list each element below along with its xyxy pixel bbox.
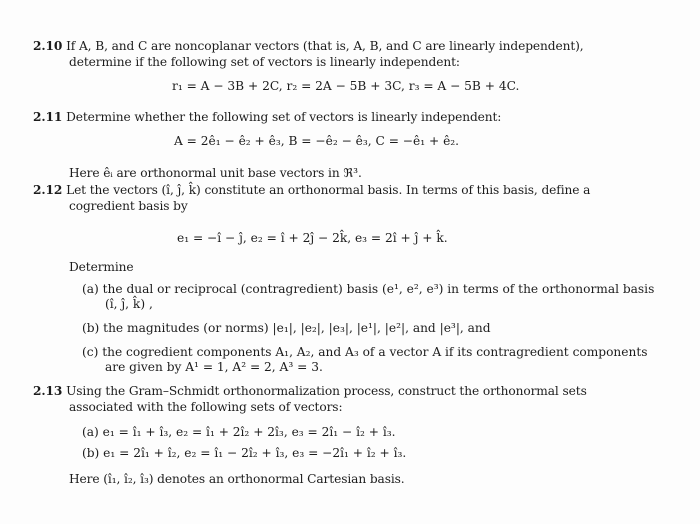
problem-2-11-number: 2.11 xyxy=(33,110,63,124)
problem-2-11-note: Here êᵢ are orthonormal unit base vectors in ℜ³. xyxy=(69,166,362,180)
problem-2-13-text-2: associated with the following sets of vectors: xyxy=(69,400,343,414)
problem-2-12-text-1: Let the vectors (î, ĵ, k̂) constitute an orthonormal basis. In terms of this basis, define a xyxy=(66,183,591,197)
problem-2-13-note: Here (î₁, î₂, î₃) denotes an orthonormal Cartesian basis. xyxy=(69,472,405,486)
problem-2-11-line-1 xyxy=(33,110,501,125)
problem-2-10-line-1 xyxy=(33,39,584,54)
problem-2-10-text-1: If A, B, and C are noncoplanar vectors (that is, A, B, and C are linearly independent), xyxy=(66,39,584,53)
problem-2-13-line-1 xyxy=(33,384,587,399)
problem-2-13-part-a: (a) e₁ = î₁ + î₃, e₂ = î₁ + 2î₂ + 2î₃, e₃ = 2î₁ − î₂ + î₃. xyxy=(82,425,396,439)
problem-2-11-text-1: Determine whether the following set of vectors is linearly independent: xyxy=(66,110,502,124)
problem-2-10-number: 2.10 xyxy=(33,39,63,53)
problem-2-13-part-b: (b) e₁ = 2î₁ + î₂, e₂ = î₁ − 2î₂ + î₃, e₃ = −2î₁ + î₂ + î₃. xyxy=(82,446,407,460)
problem-2-10-text-2: determine if the following set of vectors is linearly independent: xyxy=(69,55,460,69)
problem-2-12-part-a-line-1: (a) the dual or reciprocal (contragredient) basis (e¹, e², e³) in terms of the orthonormal basis xyxy=(82,282,655,296)
problem-2-12-part-a-line-2: (î, ĵ, k̂) , xyxy=(105,297,153,311)
problem-2-13-number: 2.13 xyxy=(33,384,63,398)
problem-2-12-part-c-line-2: are given by A¹ = 1, A² = 2, A³ = 3. xyxy=(105,360,323,374)
problem-2-12-part-b: (b) the magnitudes (or norms) |e₁|, |e₂|, |e₃|, |e¹|, |e²|, and |e³|, and xyxy=(82,321,491,335)
problem-2-12-equation: e₁ = −î − ĵ, e₂ = î + 2ĵ − 2k̂, e₃ = 2î + ĵ + k̂. xyxy=(177,231,448,245)
problem-2-10-equation: r₁ = A − 3B + 2C, r₂ = 2A − 5B + 3C, r₃ = A − 5B + 4C. xyxy=(172,79,520,93)
problem-2-12-text-2: cogredient basis by xyxy=(69,199,188,213)
problem-2-12-number: 2.12 xyxy=(33,183,63,197)
problem-2-12-determine: Determine xyxy=(69,260,134,274)
problem-2-12-part-c-line-1: (c) the cogredient components A₁, A₂, and A₃ of a vector A if its contragredient components xyxy=(82,345,648,359)
problem-2-11-equation: A = 2ê₁ − ê₂ + ê₃, B = −ê₂ − ê₃, C = −ê₁ + ê₂. xyxy=(174,134,460,148)
problem-2-12-line-1 xyxy=(33,183,590,198)
problem-2-13-text-1: Using the Gram–Schmidt orthonormalization process, construct the orthonormal sets xyxy=(66,384,587,398)
